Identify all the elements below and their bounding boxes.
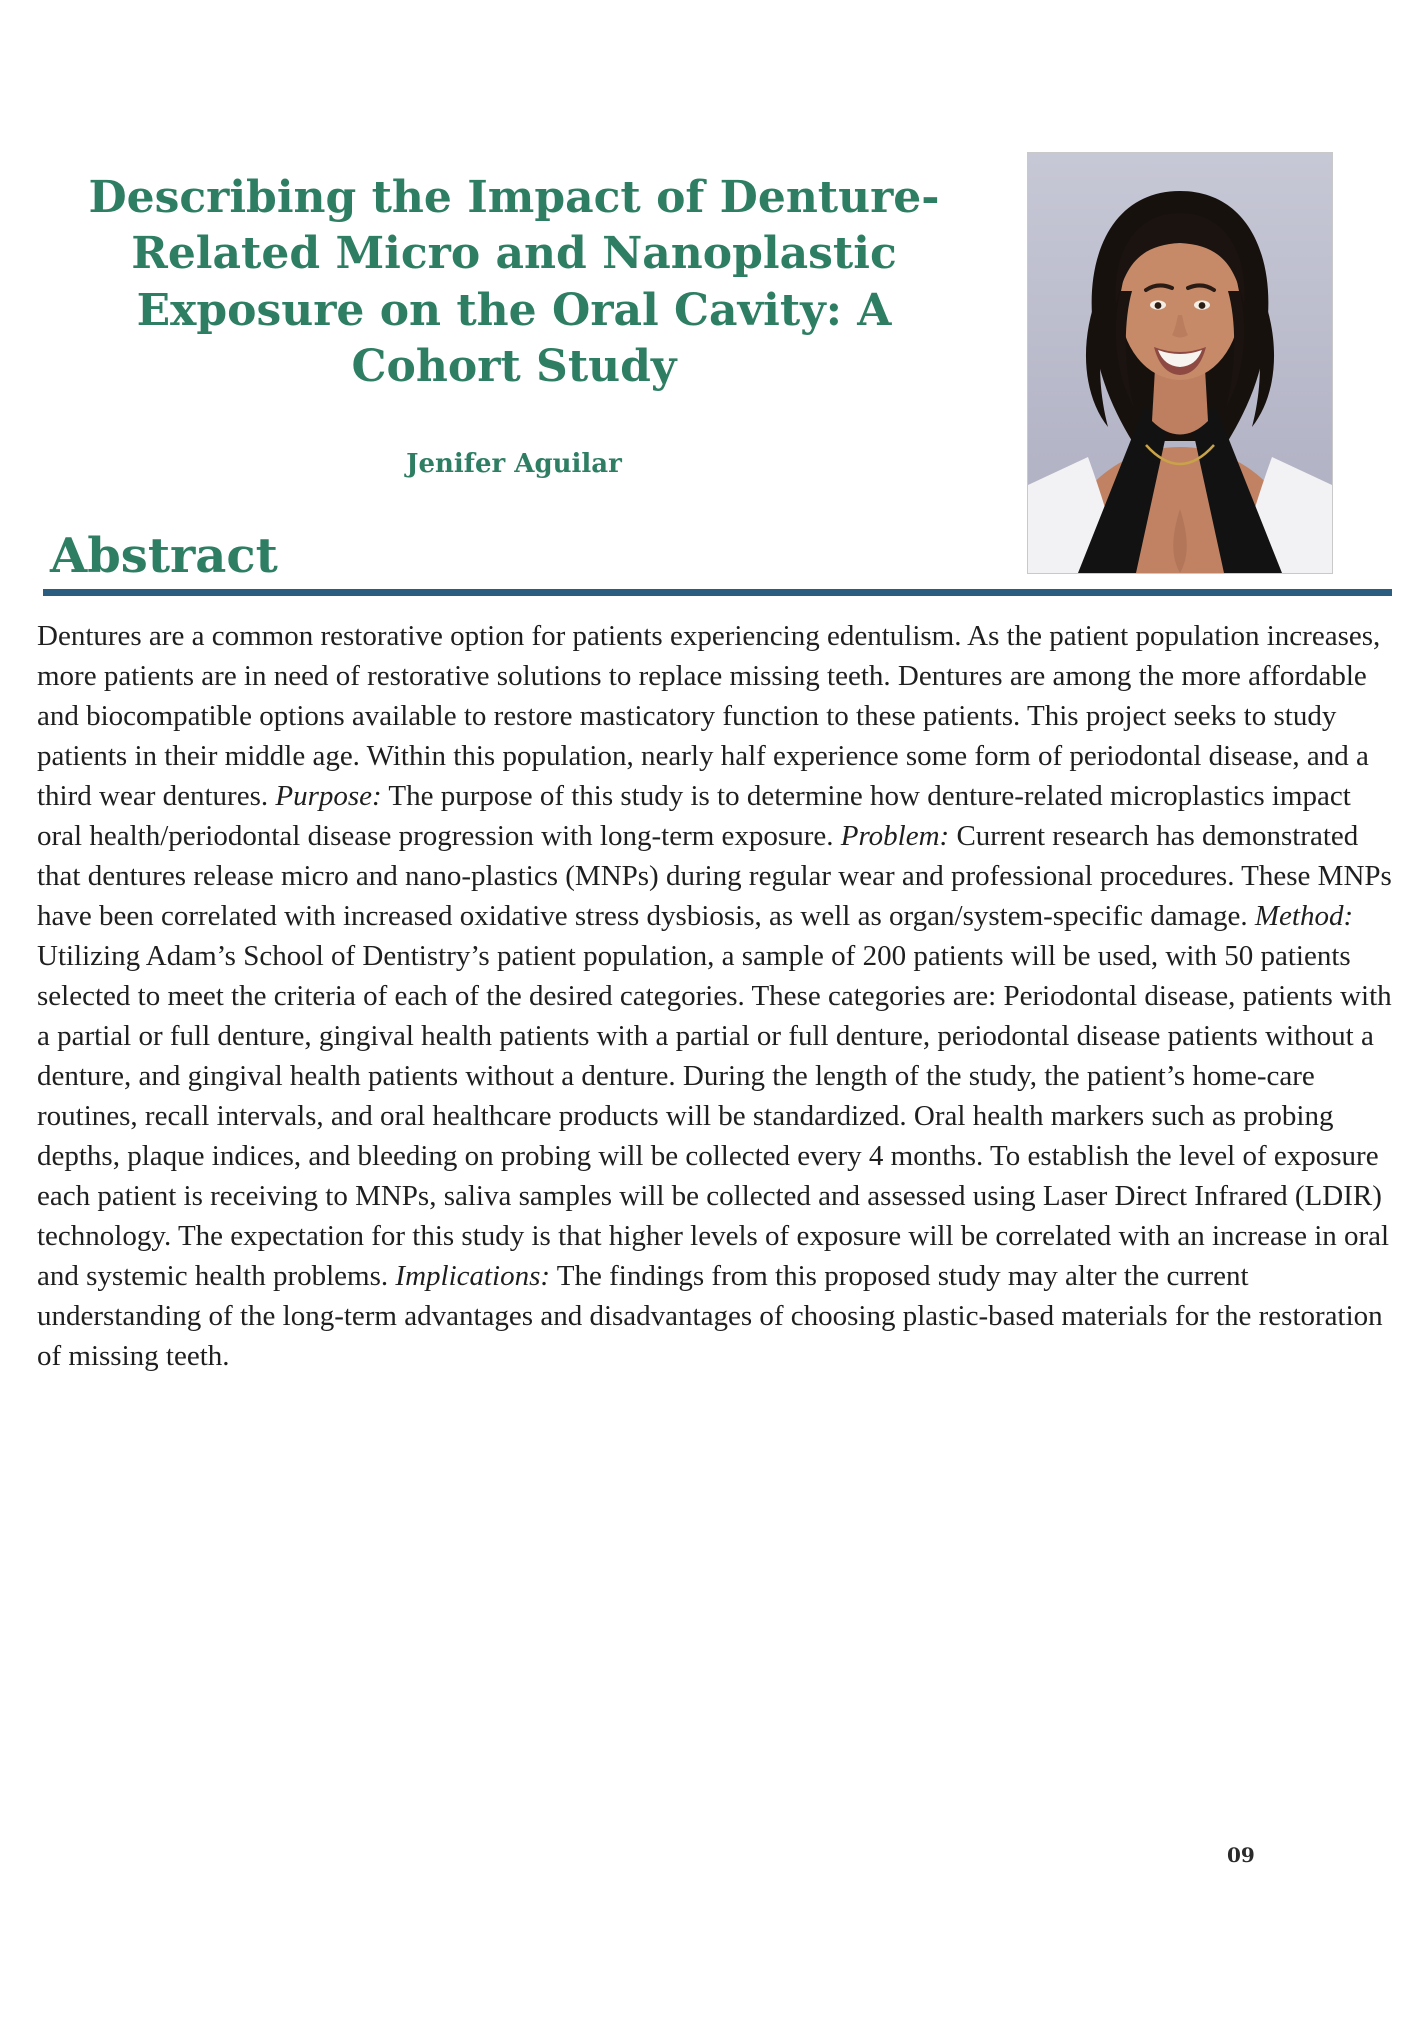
author-name: Jenifer Aguilar [406,449,622,480]
author-portrait-illustration [1028,153,1332,573]
section-divider-rule [43,589,1392,596]
title-block [72,170,956,479]
abstract-text: Dentures are a common restorative option for patients experiencing edentulism. As the patient population increases, more patients are in need of restorative solutions to replace missing teeth. Dentures are among the more affordable and biocompatible options available to restore masticatory function to these patients. This project seeks to study patients in their middle age. Within this population, nearly half experience some form of periodontal disease, and a third wear dentures. Purpose: The purpose of this study is to determine how denture-related microplastics impact oral health/periodontal disease progression with long-term exposure. Problem: Current research has demonstrated that dentures release micro and nano-plastics (MNPs) during regular wear and professional procedures. These MNPs have been correlated with increased oxidative stress dysbiosis, as well as organ/system-specific damage. Method: Utilizing Adam’s School of Dentistry’s patient population, a sample of 200 patients will be used, with 50 patients selected to meet the criteria of each of the desired categories. These categories are: Periodontal disease, patients with a partial or full denture, gingival health patients with a partial or full denture, periodontal disease patients without a denture, and gingival health patients without a denture. During the length of the study, the patient’s home-care routines, recall intervals, and oral healthcare products will be standardized. Oral health markers such as probing depths, plaque indices, and bleeding on probing will be collected every 4 months. To establish the level of exposure each patient is receiving to MNPs, saliva samples will be collected and assessed using Laser Direct Infrared (LDIR) technology. The expectation for this study is that higher levels of exposure will be correlated with an increase in oral and systemic health problems. Implications: The findings from this proposed study may alter the current understanding of the long-term advantages and disadvantages of choosing plastic-based materials for the restoration of missing teeth. [37,620,1392,1372]
author-photo [1027,152,1333,574]
page-number: 09 [1227,1843,1255,1867]
page-title: Describing the Impact of Denture-Related Micro and Nanoplastic Exposure on the Oral Cavity: A Cohort Study [88,172,940,392]
abstract-heading: Abstract [50,528,278,584]
